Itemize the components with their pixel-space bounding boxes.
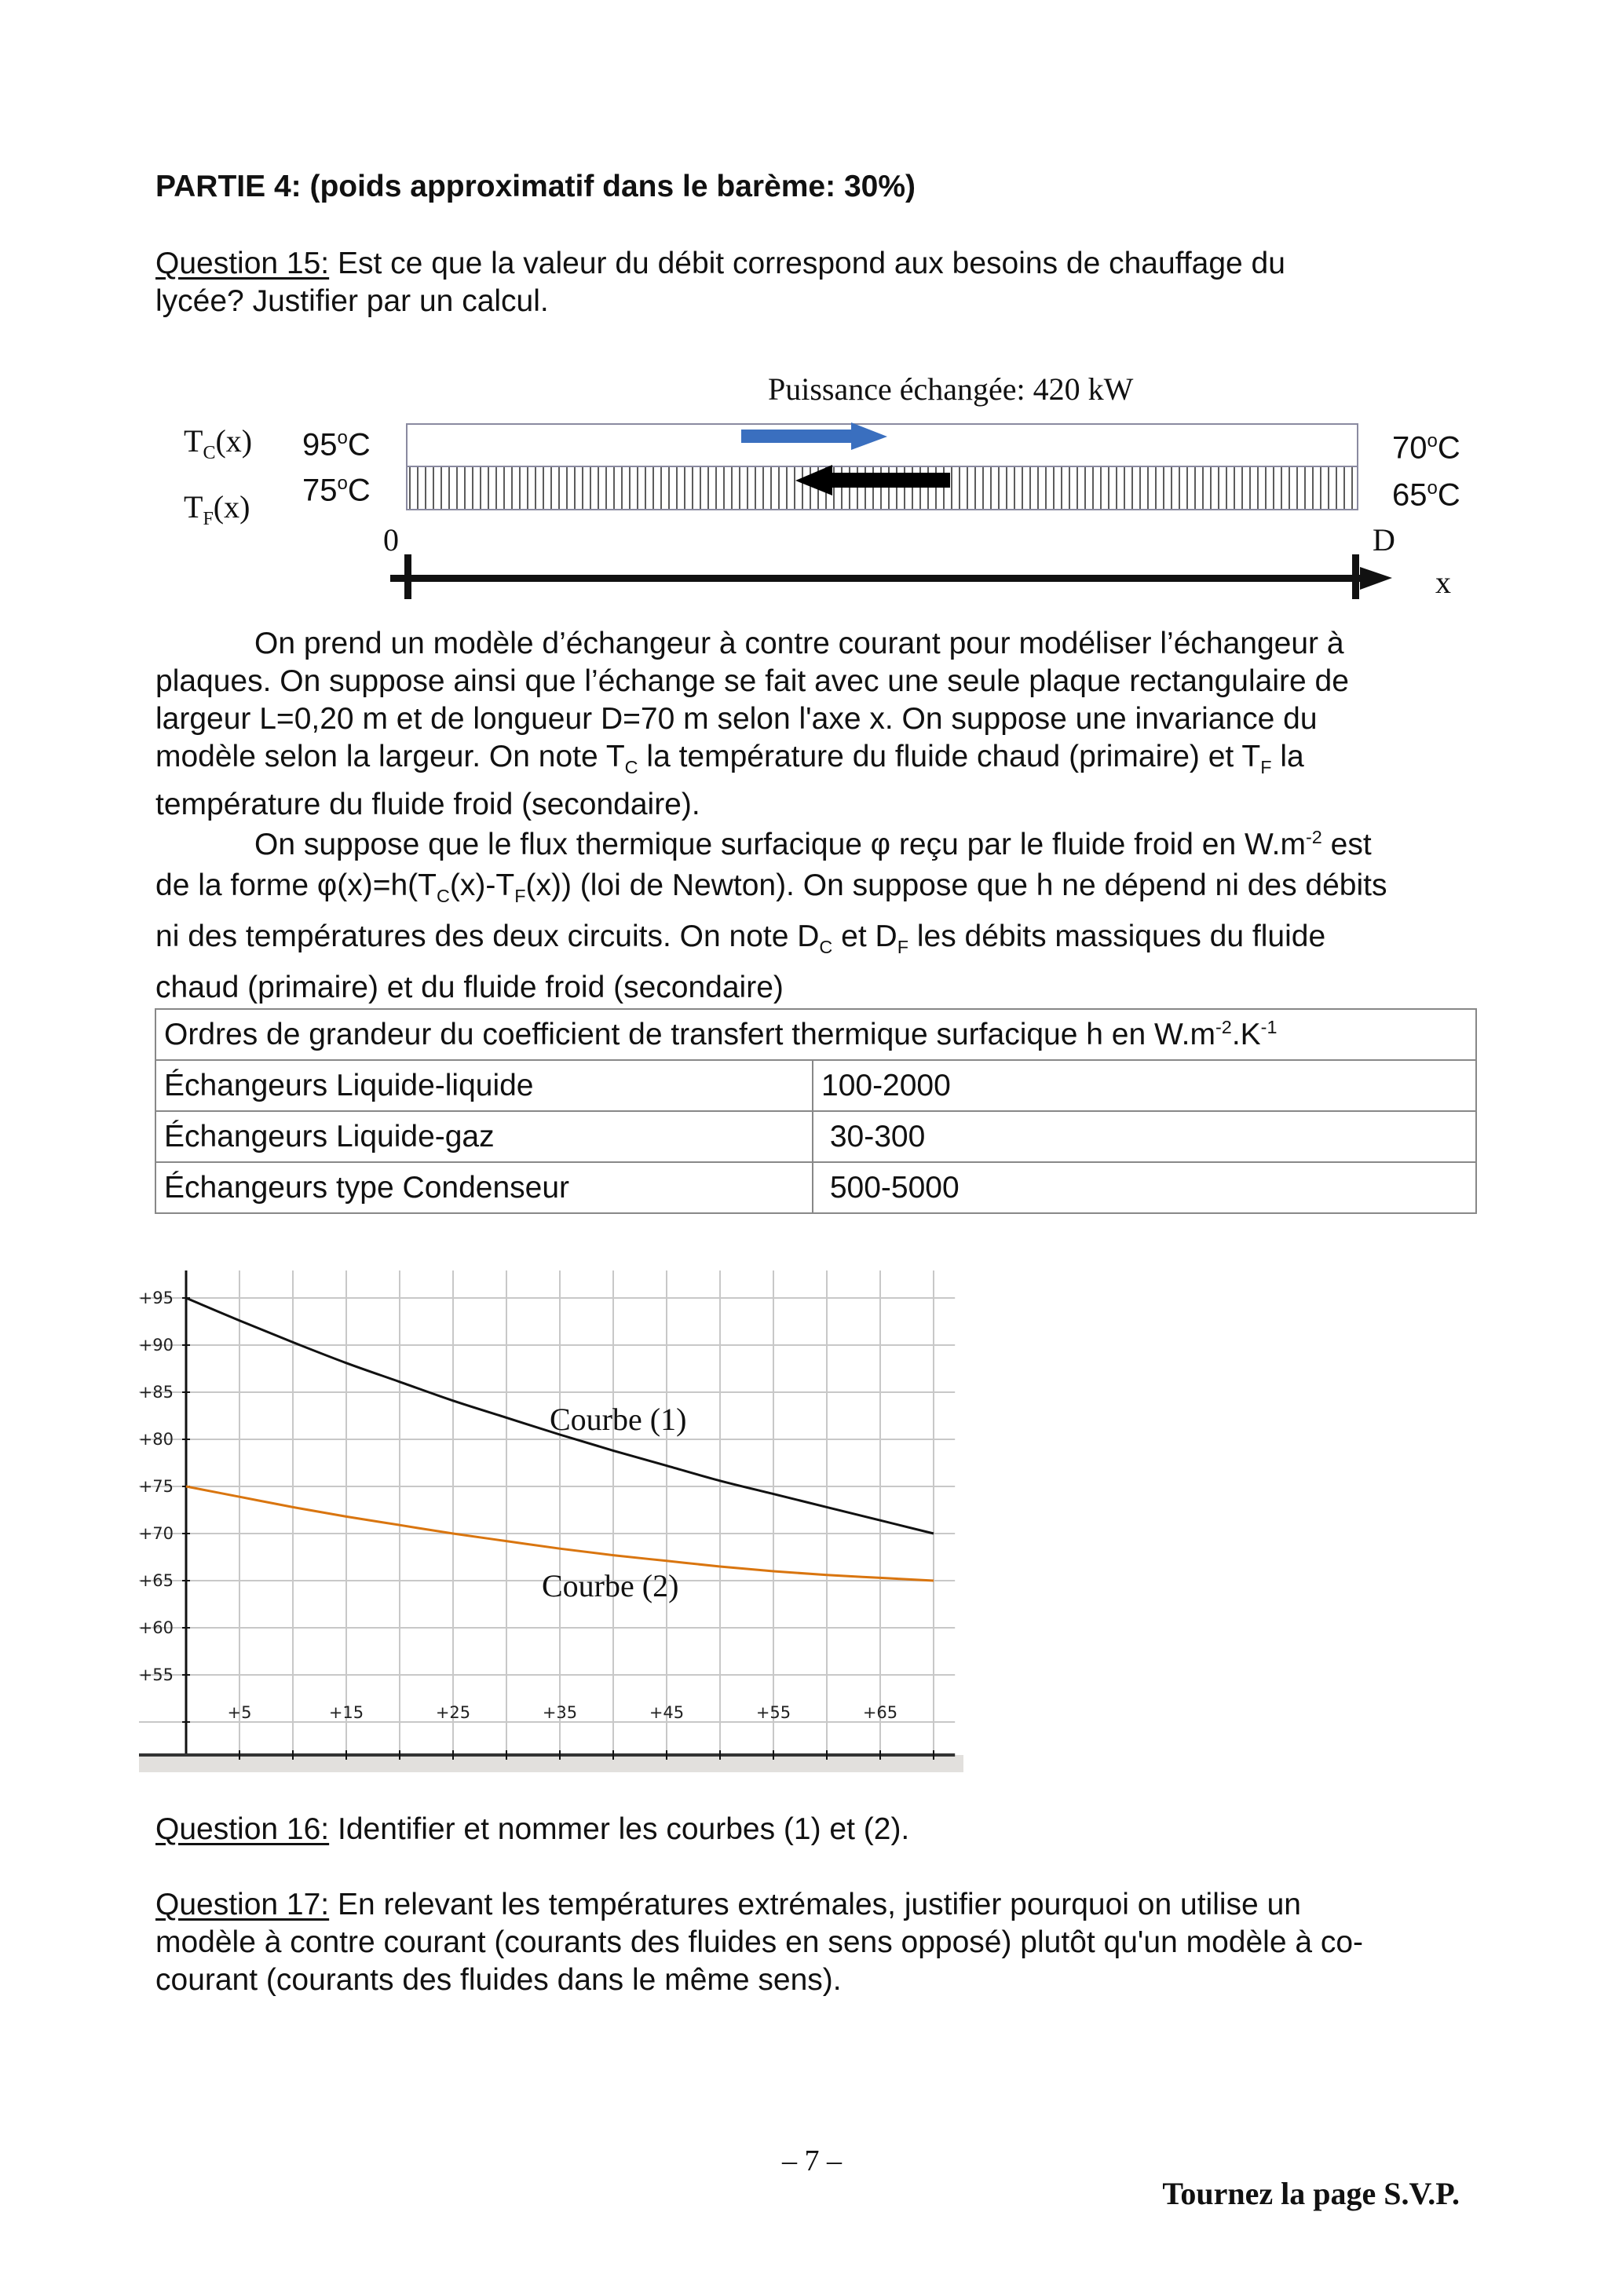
table-header-row bbox=[155, 1009, 1476, 1060]
y-tick-label: +55 bbox=[138, 1665, 174, 1684]
axis-arrowhead-icon bbox=[1360, 567, 1392, 590]
exchanger-type-cell: Échangeurs Liquide-liquide bbox=[155, 1060, 813, 1111]
flux-description-paragraph: On suppose que le flux thermique surfacique φ reçu par le fluide froid en $W.m^{-2}$ est de la forme $\varphi(x)=h(T_C(x)-T_F(x))$ (loi de Newton). On suppose que h ne dépend ni des débits ni des températures des deux circuits. On note $D_C$ et $D_F$ les débits massiques du fluide chaud (primaire) et du fluide froid (secondaire) bbox=[155, 827, 1387, 1004]
x-tick-label: +15 bbox=[328, 1703, 364, 1722]
x-axis-arrow bbox=[390, 554, 1392, 599]
model-description-paragraph: On prend un modèle d’échangeur à contre courant pour modéliser l’échangeur à plaques. On suppose ainsi que l’échange se fait avec une seule plaque rectangulaire de largeur L=0,20 m et de longueur D=70 m selon l'axe x. On suppose une invariance du modèle selon la largeur. On note $T_C$ la température du fluide chaud (primaire) et $T_F$ la température du fluide froid (secondaire). bbox=[155, 627, 1349, 821]
hot-fluid-channel bbox=[407, 424, 1358, 466]
y-tick-label: +80 bbox=[138, 1430, 174, 1449]
curve-1-label: Courbe (1) bbox=[550, 1402, 687, 1437]
question-17-label: Question 17: bbox=[155, 1888, 330, 1921]
x-tick-label: +35 bbox=[542, 1703, 578, 1722]
chart-annotations bbox=[542, 1402, 686, 1603]
hot-outlet-temperature: 70$^o$C bbox=[1392, 430, 1460, 466]
turn-page-note: Tournez la page S.V.P. bbox=[1162, 2176, 1460, 2211]
question-15-text-line1: Est ce que la valeur du débit correspond aux besoins de chauffage du bbox=[329, 247, 1285, 280]
y-tick-label: +65 bbox=[138, 1571, 174, 1590]
origin-tick bbox=[404, 554, 411, 599]
cold-inlet-temperature: 65$^o$C bbox=[1392, 477, 1460, 513]
x-tick-label: +45 bbox=[649, 1703, 685, 1722]
temperature-chart bbox=[139, 1264, 963, 1773]
y-tick-label: +85 bbox=[138, 1383, 174, 1402]
exchanger-type-cell: Échangeurs Liquide-gaz bbox=[155, 1111, 813, 1162]
x-tick-label: +55 bbox=[755, 1703, 791, 1722]
curve-2-label: Courbe (2) bbox=[542, 1568, 679, 1603]
question-15-text-line2: lycée? Justifier par un calcul. bbox=[155, 284, 549, 318]
chart-tick-labels bbox=[139, 1289, 897, 1722]
chart-axes bbox=[139, 1270, 955, 1760]
coefficient-range-cell: 100-2000 bbox=[813, 1060, 1476, 1111]
x-tick-label: +5 bbox=[227, 1703, 252, 1722]
table-row bbox=[155, 1111, 1476, 1162]
y-tick-label: +90 bbox=[138, 1336, 174, 1355]
coefficient-range-cell: 30-300 bbox=[813, 1111, 1476, 1162]
y-tick-label: +70 bbox=[138, 1524, 174, 1543]
heat-transfer-coefficient-table bbox=[155, 1008, 1477, 1214]
x-tick-label: +25 bbox=[435, 1703, 471, 1722]
y-tick-label: +95 bbox=[138, 1289, 174, 1307]
question-15-label: Question 15: bbox=[155, 247, 330, 280]
chart-grid bbox=[139, 1270, 955, 1755]
end-tick bbox=[1352, 554, 1359, 599]
hot-inlet-temperature: 95$^o$C bbox=[302, 427, 371, 462]
table-row bbox=[155, 1162, 1476, 1213]
page-number: – 7 – bbox=[782, 2144, 842, 2177]
question-16-label: Question 16: bbox=[155, 1812, 330, 1846]
question-16: Question 16: Identifier et nommer les courbes (1) et (2). bbox=[155, 1812, 910, 1846]
question-17: Question 17: En relevant les températures extrémales, justifier pourquoi on utilise un modèle à contre courant (courants des fluides en sens opposé) plutôt qu'un modèle à co- courant (courants des fluides dans le même sens). bbox=[155, 1888, 1364, 1997]
hot-temperature-function-label: $T_C(x)$ bbox=[184, 423, 253, 463]
cold-outlet-temperature: 75$^o$C bbox=[302, 473, 371, 508]
x-tick-label: +65 bbox=[862, 1703, 898, 1722]
table-header-cell: Ordres de grandeur du coefficient de transfert thermique surfacique h en $W.m^{-2}.K^{-1}$ bbox=[155, 1009, 1476, 1060]
axis-origin-label: 0 bbox=[383, 522, 399, 558]
exchanger-type-cell: Échangeurs type Condenseur bbox=[155, 1162, 813, 1213]
chart-bottom-band bbox=[139, 1755, 963, 1772]
axis-x-label: x bbox=[1435, 565, 1451, 600]
y-tick-label: +75 bbox=[138, 1477, 174, 1496]
axis-end-label: D bbox=[1373, 522, 1395, 558]
y-tick-label: +60 bbox=[138, 1618, 174, 1637]
cold-temperature-function-label: $T_F(x)$ bbox=[184, 489, 250, 529]
coefficient-range-cell: 500-5000 bbox=[813, 1162, 1476, 1213]
table-row bbox=[155, 1060, 1476, 1111]
power-exchanged-label: Puissance échangée: 420 kW bbox=[768, 371, 1134, 407]
part-title: PARTIE 4: (poids approximatif dans le barème: 30%) bbox=[155, 170, 916, 203]
